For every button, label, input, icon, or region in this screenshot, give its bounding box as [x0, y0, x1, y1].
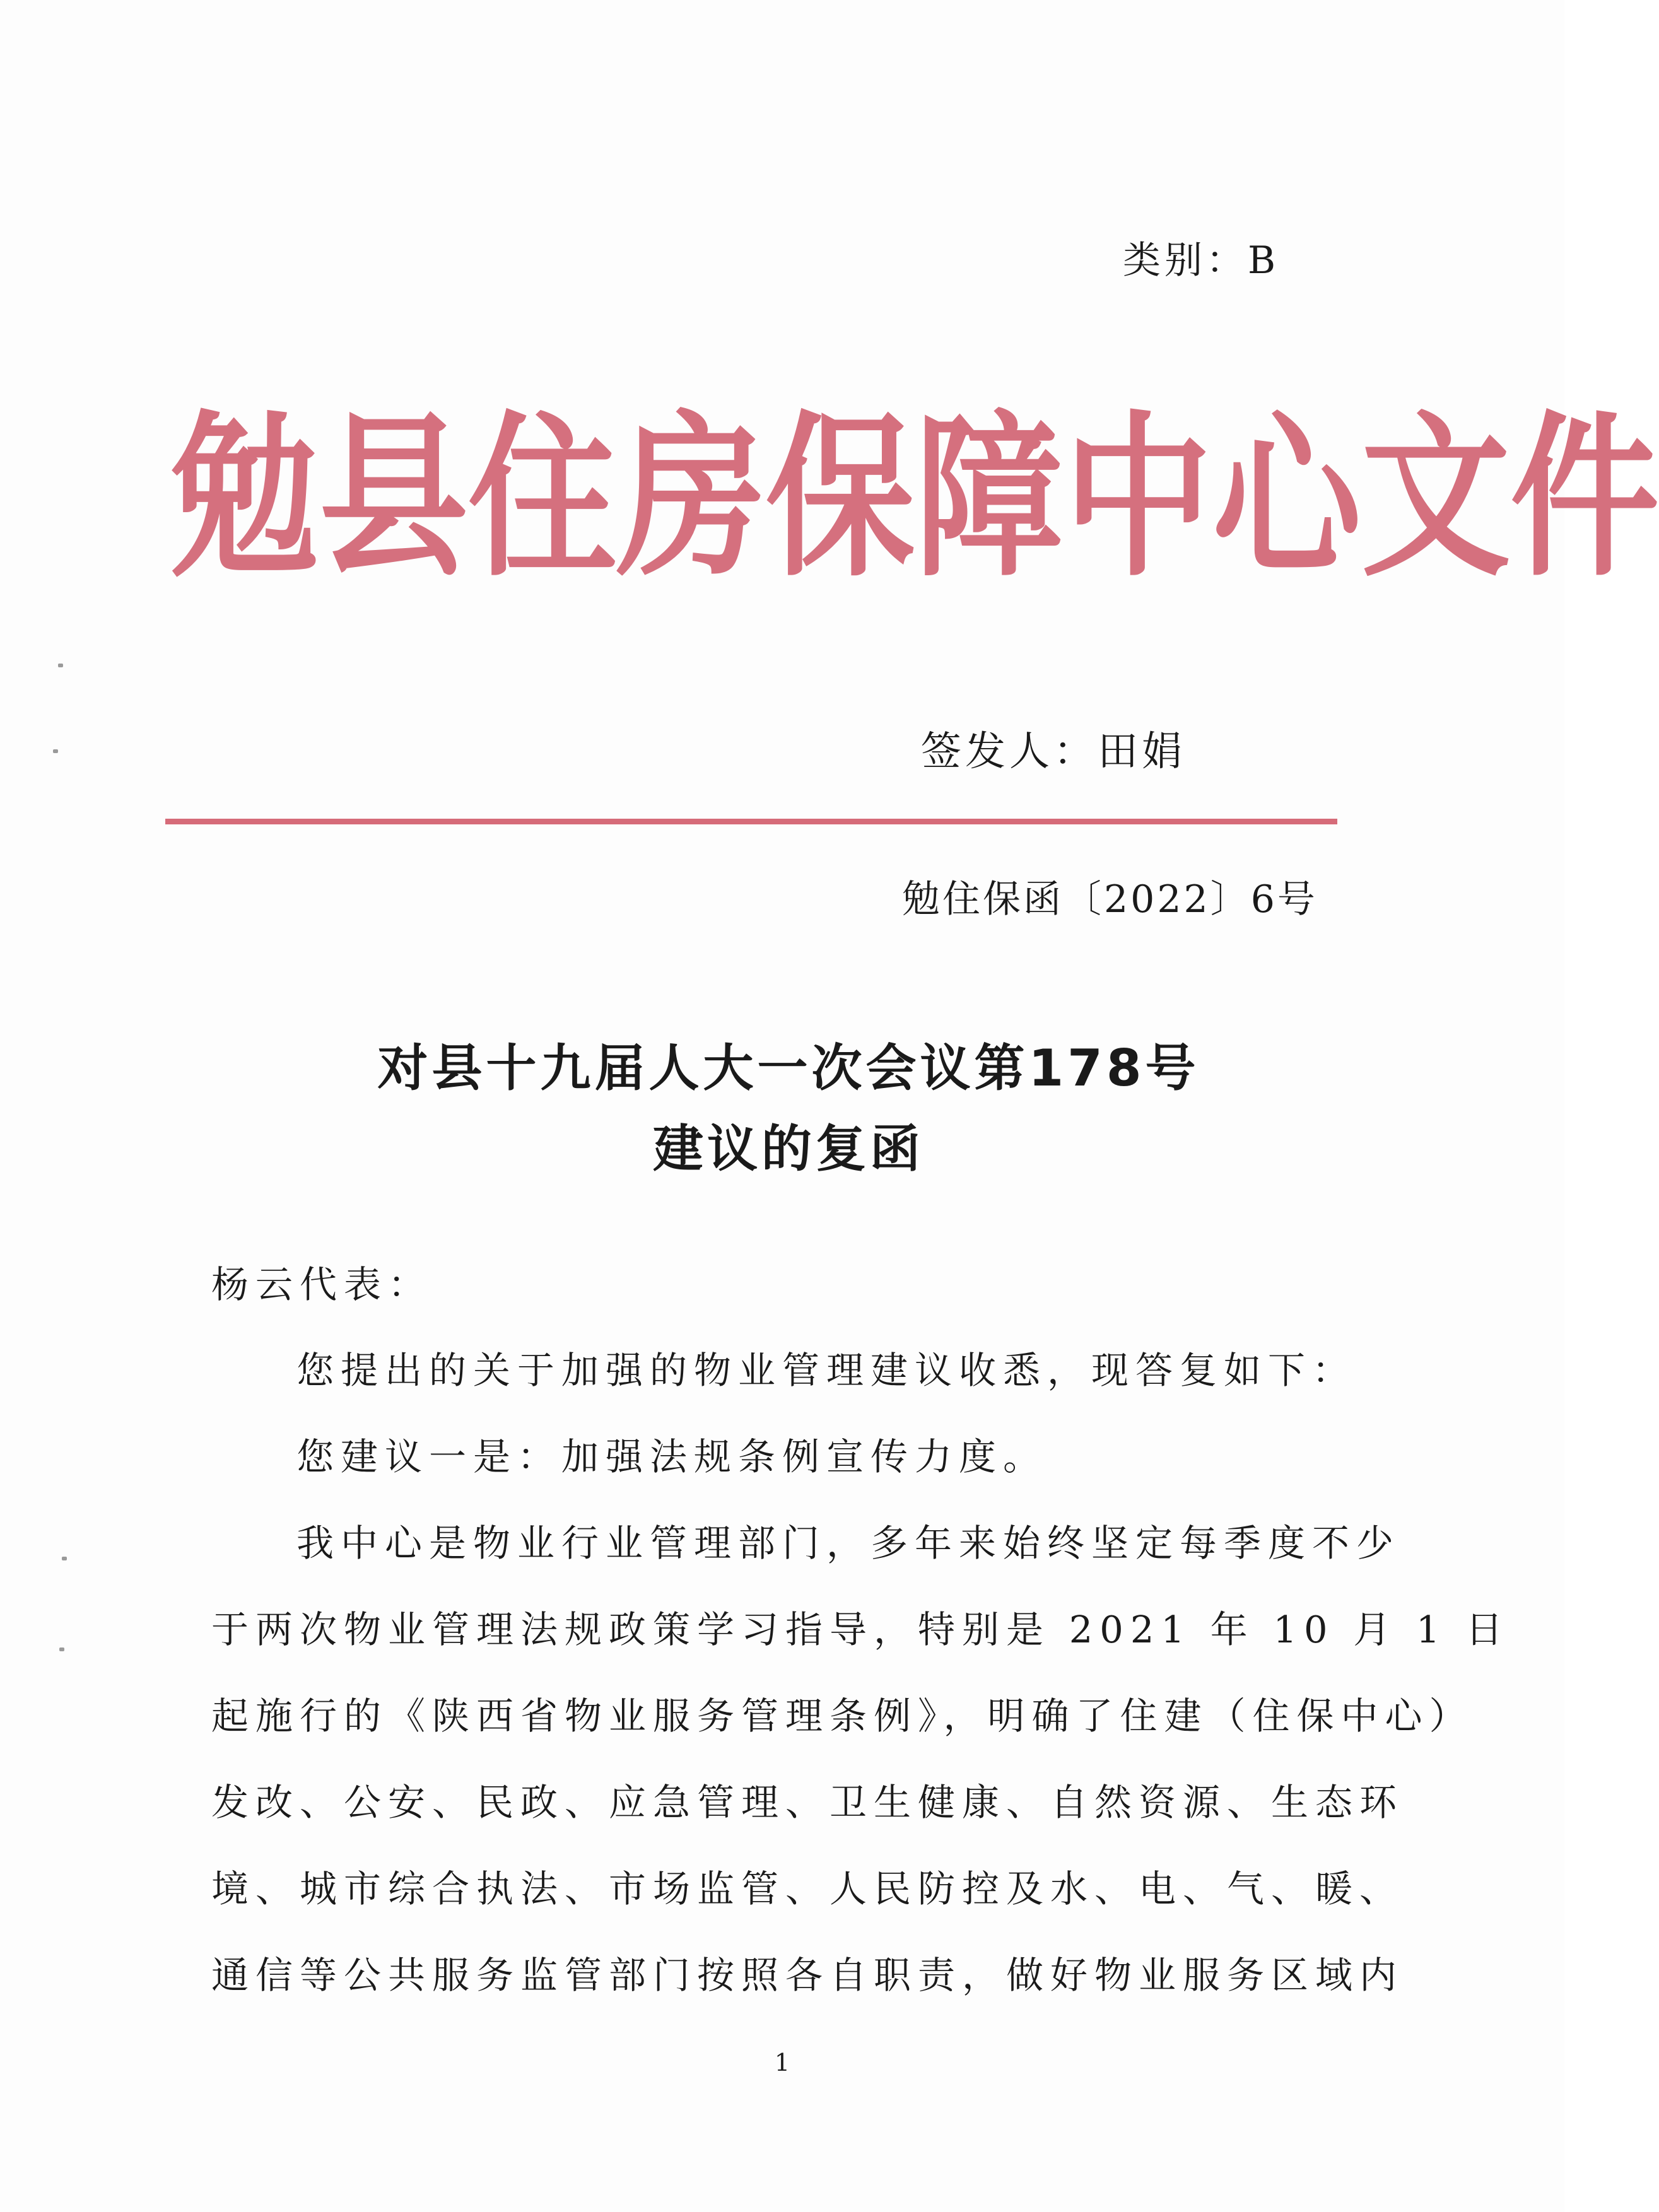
- scan-speck: [58, 664, 63, 667]
- title-line-1: 对县十九届人大一次会议第178号: [377, 1039, 1200, 1097]
- document-number: 勉住保函〔2022〕6号: [902, 877, 1318, 922]
- scan-speck: [53, 749, 58, 753]
- header-char: 心: [1212, 395, 1362, 600]
- paragraph-3-line: 境、城市综合执法、市场监管、人民防控及水、电、气、暖、: [211, 1867, 1404, 1911]
- document-header-title: [170, 395, 1659, 600]
- header-char: 障: [915, 395, 1064, 600]
- reply-title: [151, 1028, 1426, 1190]
- header-char: 住: [468, 395, 618, 600]
- header-char: 保: [766, 395, 915, 600]
- category-label: 类别：B: [1123, 238, 1280, 283]
- header-char: 勉: [170, 395, 320, 600]
- title-line-2: 建议的复函: [653, 1120, 924, 1178]
- header-char: 房: [617, 395, 766, 600]
- page-number: 1: [774, 2049, 790, 2076]
- paragraph-3-line: 我中心是物业行业管理部门，多年来始终坚定每季度不少: [296, 1521, 1401, 1565]
- salutation: 杨云代表：: [211, 1263, 433, 1306]
- letter-body: [211, 1241, 1510, 2018]
- paragraph-2: 您建议一是：加强法规条例宣传力度。: [296, 1435, 1048, 1478]
- paragraph-3-line: 通信等公共服务监管部门按照各自职责，做好物业服务区域内: [211, 1953, 1404, 1997]
- header-char: 县: [319, 395, 469, 600]
- scan-speck: [59, 1647, 64, 1651]
- issuer-line: 签发人：田娟: [921, 729, 1186, 775]
- header-char: 件: [1510, 395, 1659, 600]
- scan-speck: [62, 1557, 67, 1560]
- paragraph-3-line: 发改、公安、民政、应急管理、卫生健康、自然资源、生态环: [211, 1781, 1404, 1824]
- header-char: 文: [1361, 395, 1511, 600]
- paragraph-1: 您提出的关于加强的物业管理建议收悉，现答复如下：: [296, 1349, 1357, 1392]
- red-divider-rule: [165, 819, 1337, 824]
- paragraph-3-line: 起施行的《陕西省物业服务管理条例》，明确了住建（住保中心）: [211, 1694, 1474, 1738]
- header-char: 中: [1064, 395, 1213, 600]
- paragraph-3-line: 于两次物业管理法规政策学习指导，特别是 2021 年 10 月 1 日: [211, 1608, 1510, 1651]
